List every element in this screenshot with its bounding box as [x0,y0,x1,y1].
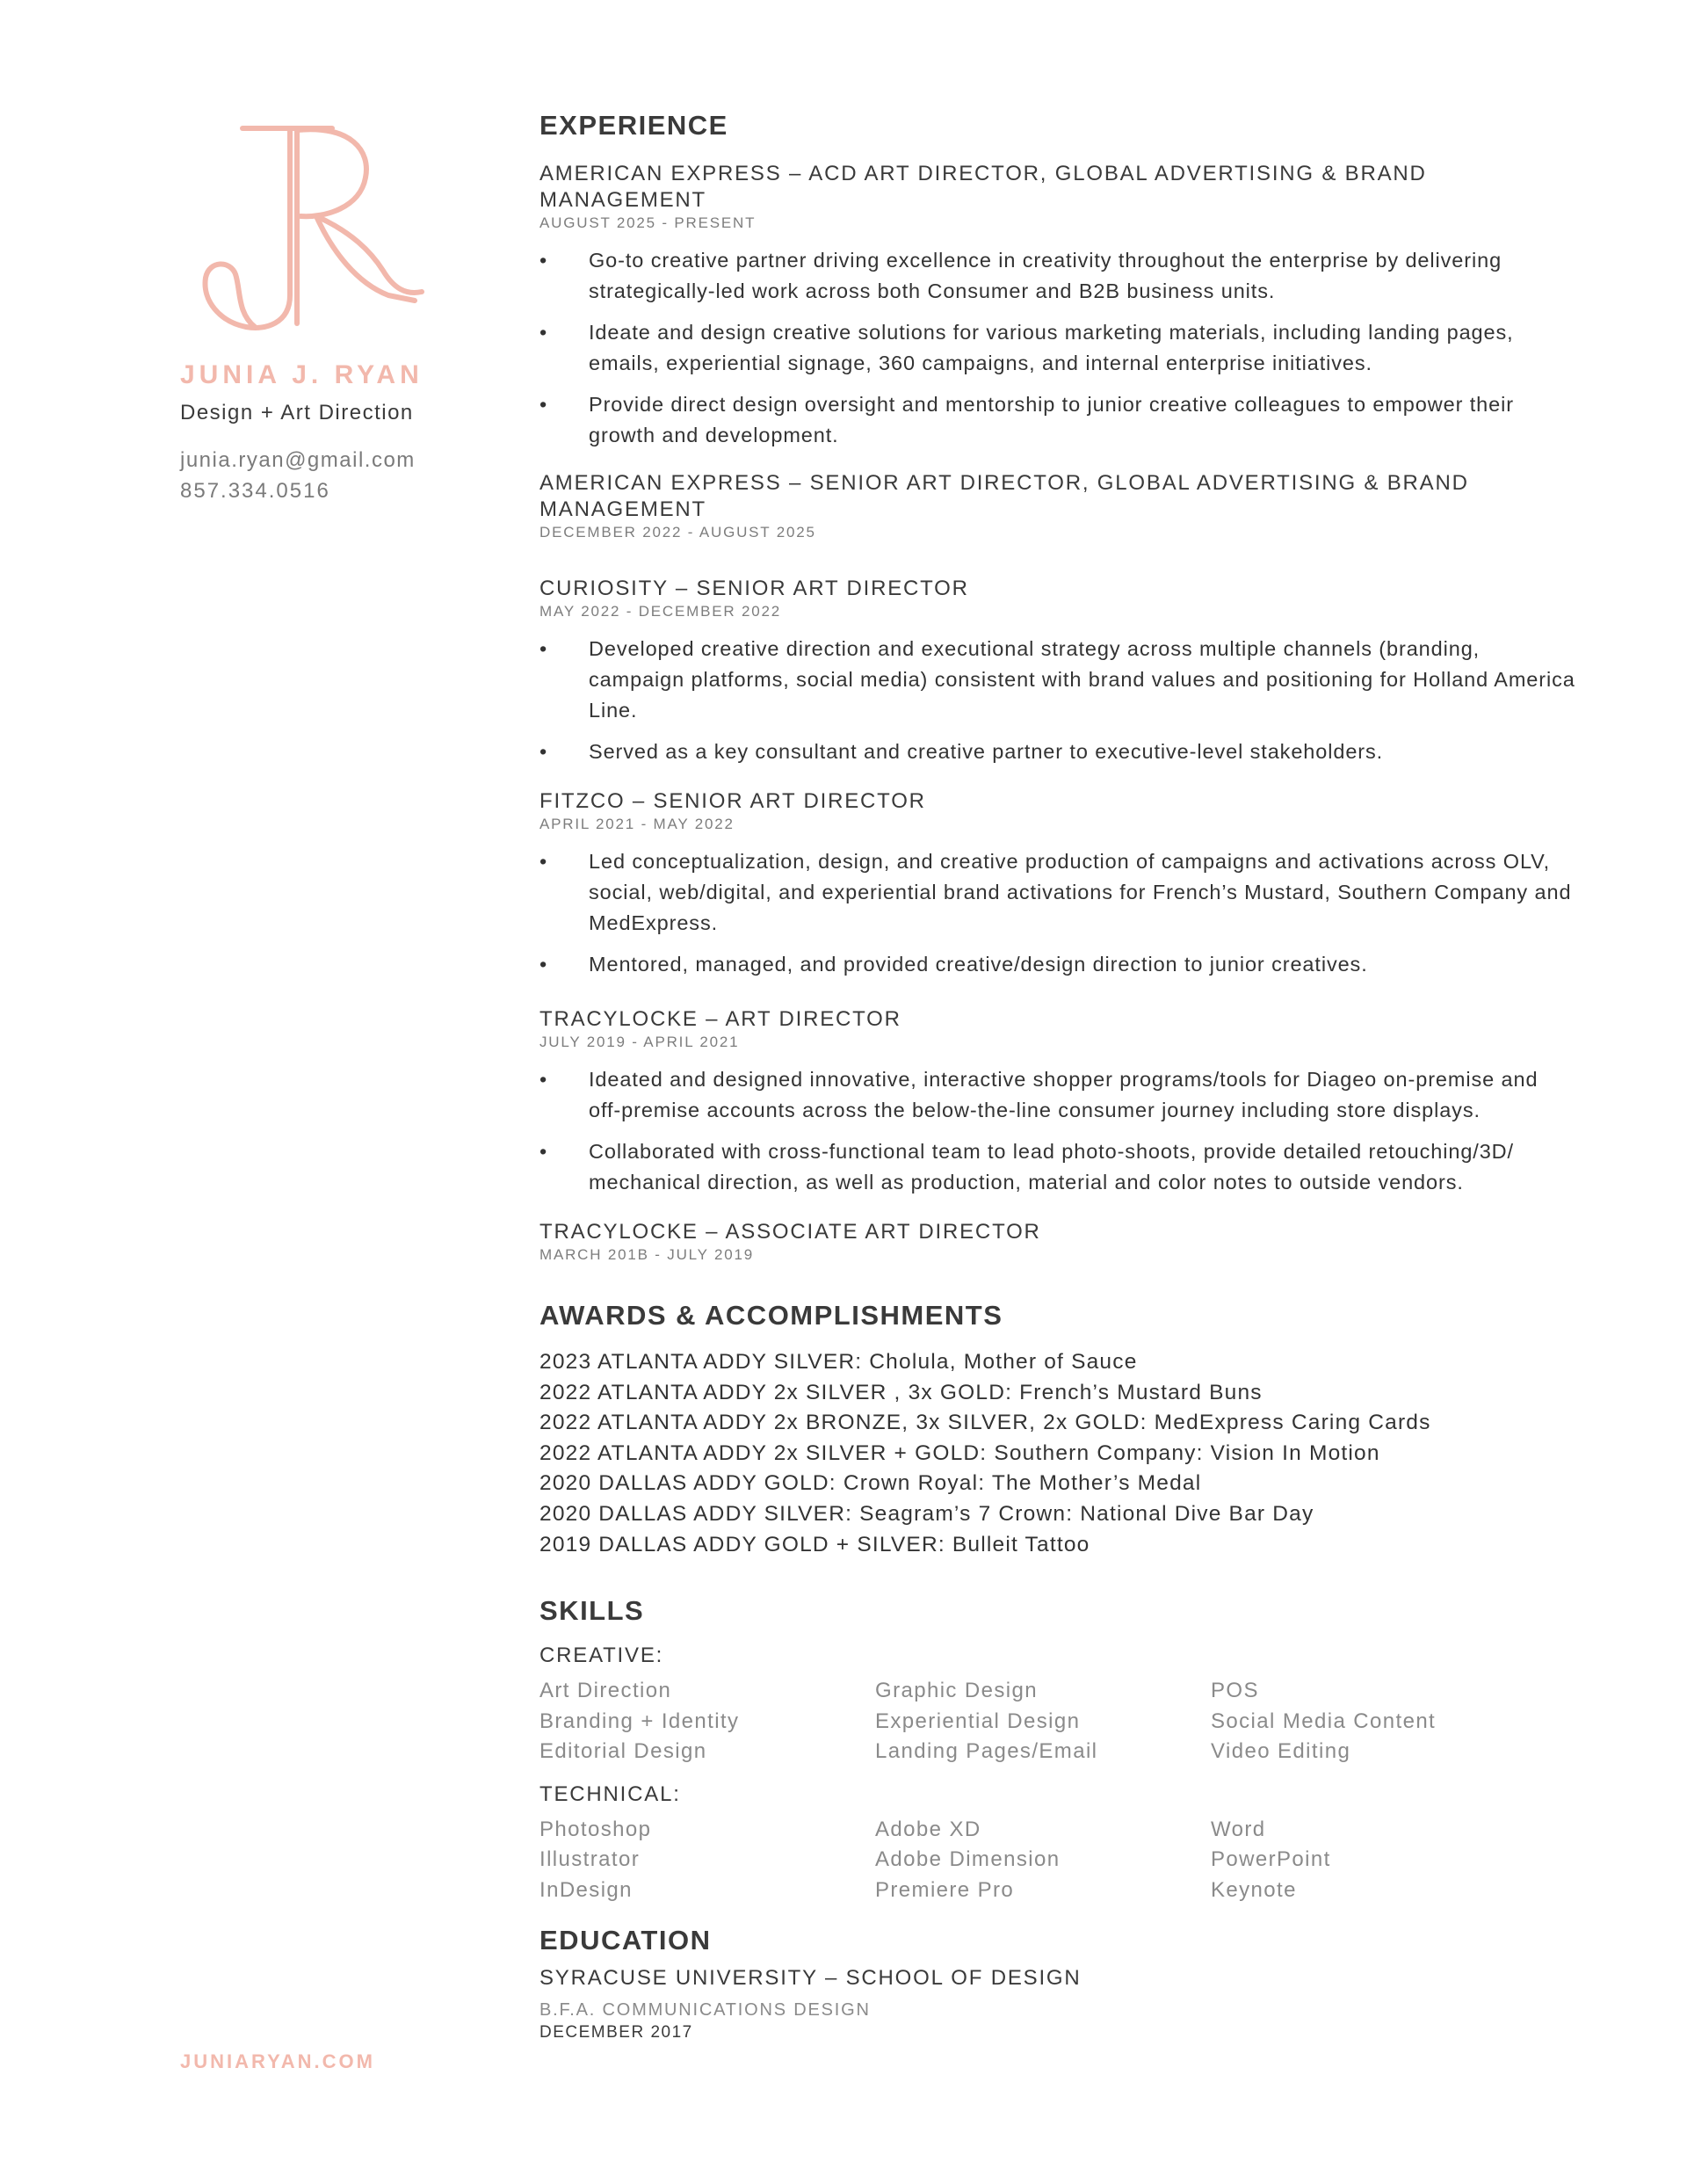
awards-list [539,1347,1576,1560]
bullet-text: Ideated and designed innovative, interactive shopper programs/tools for Diageo on-premise and off-premise accounts across the below-the-line consumer journey including store displays. [589,1068,1539,1121]
job-bullets [539,634,1576,767]
bullet-dot-icon: • [539,249,548,272]
job-bullets [539,846,1576,980]
creative-skills-grid [539,1676,1576,1767]
skill-item: Video Editing [1211,1739,1351,1764]
education-heading: EDUCATION [539,1925,712,1956]
bullet-item [539,1064,1576,1126]
skill-item: Illustrator [539,1847,641,1872]
awards-heading: AWARDS & ACCOMPLISHMENTS [539,1300,1003,1331]
bullet-item [539,245,1576,307]
skill-item: Graphic Design [875,1679,1039,1703]
bullet-text: Collaborated with cross-functional team to lead photo-shoots, provide detailed retouching/3D/ mechanical direction, as well as production, material and color notes to outside vendors. [589,1140,1514,1194]
bullet-text: Go-to creative partner driving excellence in creativity throughout the enterprise by delivering strategically-led work across both Consumer and B2B business units. [589,249,1502,302]
job-title: AMERICAN EXPRESS – SENIOR ART DIRECTOR, GLOBAL ADVERTISING & BRAND MANAGEMENT [539,471,1469,521]
skill-item: Adobe XD [875,1817,981,1841]
job-entry [539,1219,1576,1265]
award-item: 2022 ATLANTA ADDY 2x SILVER + GOLD: Southern Company: Vision In Motion [539,1440,1380,1465]
skill-item: Landing Pages/Email [875,1739,1098,1764]
job-bullets [539,1064,1576,1198]
skill-item: Art Direction [539,1679,672,1703]
bullet-item [539,949,1576,980]
job-entry [539,788,1576,980]
bullet-item [539,1136,1576,1198]
bullet-text: Mentored, managed, and provided creative/design direction to junior creatives. [589,953,1368,976]
bullet-dot-icon: • [539,953,548,976]
job-entry [539,470,1576,542]
bullet-item [539,634,1576,726]
award-item: 2022 ATLANTA ADDY 2x BRONZE, 3x SILVER, 2x GOLD: MedExpress Caring Cards [539,1411,1431,1435]
skill-item: Branding + Identity [539,1709,740,1733]
skill-item: InDesign [539,1877,633,1902]
skill-item: Adobe Dimension [875,1847,1061,1872]
education-school: SYRACUSE UNIVERSITY – SCHOOL OF DESIGN [539,1966,1082,1991]
main-column [539,110,1576,2044]
education-date: DECEMBER 2017 [539,2023,693,2043]
job-title: FITZCO – SENIOR ART DIRECTOR [539,789,926,813]
experience-heading: EXPERIENCE [539,110,728,141]
job-title: TRACYLOCKE – ASSOCIATE ART DIRECTOR [539,1220,1041,1244]
job-dates: APRIL 2021 - MAY 2022 [539,816,735,832]
job-entry [539,1006,1576,1198]
bullet-dot-icon: • [539,1140,548,1163]
award-item: 2023 ATLANTA ADDY SILVER: Cholula, Mother of Sauce [539,1350,1138,1374]
bullet-dot-icon: • [539,1068,548,1091]
bullet-dot-icon: • [539,321,548,344]
job-entry [539,161,1576,451]
job-dates: JULY 2019 - APRIL 2021 [539,1034,740,1050]
skill-item: Word [1211,1817,1266,1841]
award-item: 2019 DALLAS ADDY GOLD + SILVER: Bulleit Tattoo [539,1532,1090,1556]
skill-item: Keynote [1211,1877,1297,1902]
award-item: 2020 DALLAS ADDY SILVER: Seagram’s 7 Crown: National Dive Bar Day [539,1501,1314,1526]
technical-skills-label: TECHNICAL: [539,1781,681,1806]
award-item: 2022 ATLANTA ADDY 2x SILVER , 3x GOLD: French’s Mustard Buns [539,1380,1263,1404]
skill-item: Premiere Pro [875,1877,1015,1902]
award-item: 2020 DALLAS ADDY GOLD: Crown Royal: The Mother’s Medal [539,1471,1202,1496]
job-title: AMERICAN EXPRESS – ACD ART DIRECTOR, GLOBAL ADVERTISING & BRAND MANAGEMENT [539,162,1427,212]
skill-item: POS [1211,1679,1259,1703]
email-link[interactable]: junia.ryan@gmail.com [180,448,416,472]
job-entry [539,576,1576,767]
bullet-text: Ideate and design creative solutions for various marketing materials, including landing pages, emails, experiential signage, 360 campaigns, and internal enterprise initiatives. [589,321,1514,374]
bullet-item [539,389,1576,451]
skill-item: PowerPoint [1211,1847,1331,1872]
bullet-dot-icon: • [539,637,548,660]
job-title: TRACYLOCKE – ART DIRECTOR [539,1007,901,1031]
creative-skills-label: CREATIVE: [539,1643,664,1668]
skill-item: Editorial Design [539,1739,707,1764]
bullet-text: Developed creative direction and executional strategy across multiple channels (branding, campaign platforms, social media) consistent with brand values and positioning for Holland America Line. [589,637,1575,722]
bullet-dot-icon: • [539,740,548,763]
candidate-name: JUNIA J. RYAN [180,360,424,389]
bullet-text: Provide direct design oversight and mentorship to junior creative colleagues to empower their growth and development. [589,393,1514,446]
jr-monogram-logo [185,120,431,339]
candidate-tagline: Design + Art Direction [180,401,414,424]
bullet-item [539,846,1576,939]
technical-skills-grid [539,1815,1576,1906]
skill-item: Experiential Design [875,1709,1081,1733]
education-degree: B.F.A. COMMUNICATIONS DESIGN [539,2000,871,2021]
job-title: CURIOSITY – SENIOR ART DIRECTOR [539,577,969,600]
bullet-item [539,317,1576,379]
skills-heading: SKILLS [539,1595,645,1627]
bullet-dot-icon: • [539,850,548,873]
job-bullets [539,245,1576,451]
job-dates: AUGUST 2025 - PRESENT [539,214,757,231]
bullet-text: Served as a key consultant and creative partner to executive-level stakeholders. [589,740,1384,763]
bullet-item [539,736,1576,767]
website-link[interactable]: JUNIARYAN.COM [180,2050,375,2072]
job-dates: MARCH 201B - JULY 2019 [539,1246,755,1263]
bullet-text: Led conceptualization, design, and creative production of campaigns and activations across OLV, social, web/digital, and experiential brand activations for French’s Mustard, Southern Company and MedExpress. [589,850,1572,934]
phone-number: 857.334.0516 [180,479,330,503]
skill-item: Social Media Content [1211,1709,1437,1733]
bullet-dot-icon: • [539,393,548,416]
skill-item: Photoshop [539,1817,652,1841]
job-dates: DECEMBER 2022 - AUGUST 2025 [539,524,816,541]
job-dates: MAY 2022 - DECEMBER 2022 [539,603,782,620]
